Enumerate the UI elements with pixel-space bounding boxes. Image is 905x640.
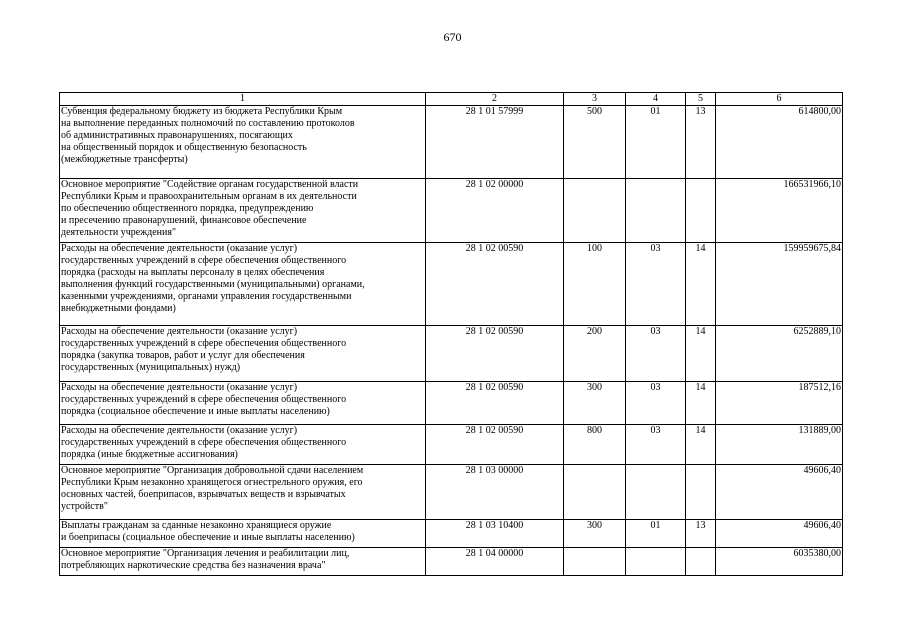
table-header <box>60 93 843 106</box>
row-expense-type: 300 <box>564 382 626 425</box>
table-row <box>60 548 843 576</box>
row-section: 03 <box>626 425 686 465</box>
row-amount: 166531966,10 <box>716 179 843 243</box>
row-expense-type: 300 <box>564 520 626 548</box>
row-name: Расходы на обеспечение деятельности (оказание услуг) государственных учреждений в сфере обеспечения общественного порядка (социальное обеспечение и иные выплаты населению) <box>60 382 426 425</box>
row-code: 28 1 03 00000 <box>426 465 564 520</box>
page-number: 670 <box>443 30 462 44</box>
table-row <box>60 179 843 243</box>
row-code: 28 1 02 00000 <box>426 179 564 243</box>
row-name: Расходы на обеспечение деятельности (оказание услуг) государственных учреждений в сфере обеспечения общественного порядка (закупка товаров, работ и услуг для обеспечения государственных (муниципальных) нужд) <box>60 326 426 382</box>
row-amount: 6252889,10 <box>716 326 843 382</box>
row-section <box>626 179 686 243</box>
row-name: Основное мероприятие "Содействие органам государственной власти Республики Крым и правоохранительным органам в их деятельности по обеспечению общественного порядка, предупреждению и пресечению правонарушений, финансовое обеспечение деятельности учреждения" <box>60 179 426 243</box>
row-name: Субвенция федеральному бюджету из бюджета Республики Крым на выполнение переданных полномочий по составлению протоколов об административных правонарушениях, посягающих на общественный порядок и общественную безопасность (межбюджетные трансферты) <box>60 106 426 179</box>
row-expense-type: 500 <box>564 106 626 179</box>
row-expense-type: 800 <box>564 425 626 465</box>
row-expense-type: 200 <box>564 326 626 382</box>
table-row <box>60 382 843 425</box>
row-name: Выплаты гражданам за сданные незаконно хранящиеся оружие и боеприпасы (социальное обеспечение и иные выплаты населению) <box>60 520 426 548</box>
row-code: 28 1 01 57999 <box>426 106 564 179</box>
row-amount: 49606,40 <box>716 520 843 548</box>
row-section: 03 <box>626 326 686 382</box>
row-expense-type <box>564 179 626 243</box>
row-subsection: 13 <box>686 520 716 548</box>
row-amount: 6035380,00 <box>716 548 843 576</box>
row-amount: 159959675,84 <box>716 243 843 326</box>
row-name: Расходы на обеспечение деятельности (оказание услуг) государственных учреждений в сфере обеспечения общественного порядка (расходы на выплаты персоналу в целях обеспечения выполнения функций государственными (муниципальными) органами, казенными учреждениями, органами управления государственными внебюджетными фондами) <box>60 243 426 326</box>
header-col-4: 4 <box>626 93 686 106</box>
table-row <box>60 106 843 179</box>
header-col-3: 3 <box>564 93 626 106</box>
row-code: 28 1 03 10400 <box>426 520 564 548</box>
row-subsection <box>686 179 716 243</box>
row-section: 03 <box>626 382 686 425</box>
row-code: 28 1 02 00590 <box>426 243 564 326</box>
header-col-5: 5 <box>686 93 716 106</box>
budget-table <box>59 92 843 576</box>
row-section <box>626 465 686 520</box>
header-col-2: 2 <box>426 93 564 106</box>
row-amount: 614800,00 <box>716 106 843 179</box>
row-amount: 131889,00 <box>716 425 843 465</box>
row-section: 01 <box>626 106 686 179</box>
row-subsection: 14 <box>686 425 716 465</box>
row-name: Расходы на обеспечение деятельности (оказание услуг) государственных учреждений в сфере обеспечения общественного порядка (иные бюджетные ассигнования) <box>60 425 426 465</box>
row-name: Основное мероприятие "Организация добровольной сдачи населением Республики Крым незаконно хранящегося огнестрельного оружия, его основных частей, боеприпасов, взрывчатых веществ и взрывчатых устройств" <box>60 465 426 520</box>
table-body <box>60 106 843 576</box>
row-subsection: 14 <box>686 326 716 382</box>
header-col-1: 1 <box>60 93 426 106</box>
row-amount: 49606,40 <box>716 465 843 520</box>
table-row <box>60 243 843 326</box>
header-row <box>60 93 843 106</box>
row-code: 28 1 02 00590 <box>426 382 564 425</box>
row-expense-type <box>564 465 626 520</box>
row-subsection: 14 <box>686 382 716 425</box>
row-expense-type: 100 <box>564 243 626 326</box>
row-subsection <box>686 465 716 520</box>
table-row <box>60 520 843 548</box>
row-subsection: 13 <box>686 106 716 179</box>
row-section <box>626 548 686 576</box>
row-name: Основное мероприятие "Организация лечения и реабилитации лиц, потребляющих наркотические средства без назначения врача" <box>60 548 426 576</box>
table-row <box>60 425 843 465</box>
row-code: 28 1 02 00590 <box>426 326 564 382</box>
table-row <box>60 465 843 520</box>
row-expense-type <box>564 548 626 576</box>
row-section: 01 <box>626 520 686 548</box>
row-code: 28 1 02 00590 <box>426 425 564 465</box>
row-amount: 187512,16 <box>716 382 843 425</box>
row-subsection <box>686 548 716 576</box>
header-col-6: 6 <box>716 93 843 106</box>
row-code: 28 1 04 00000 <box>426 548 564 576</box>
row-subsection: 14 <box>686 243 716 326</box>
table-row <box>60 326 843 382</box>
row-section: 03 <box>626 243 686 326</box>
